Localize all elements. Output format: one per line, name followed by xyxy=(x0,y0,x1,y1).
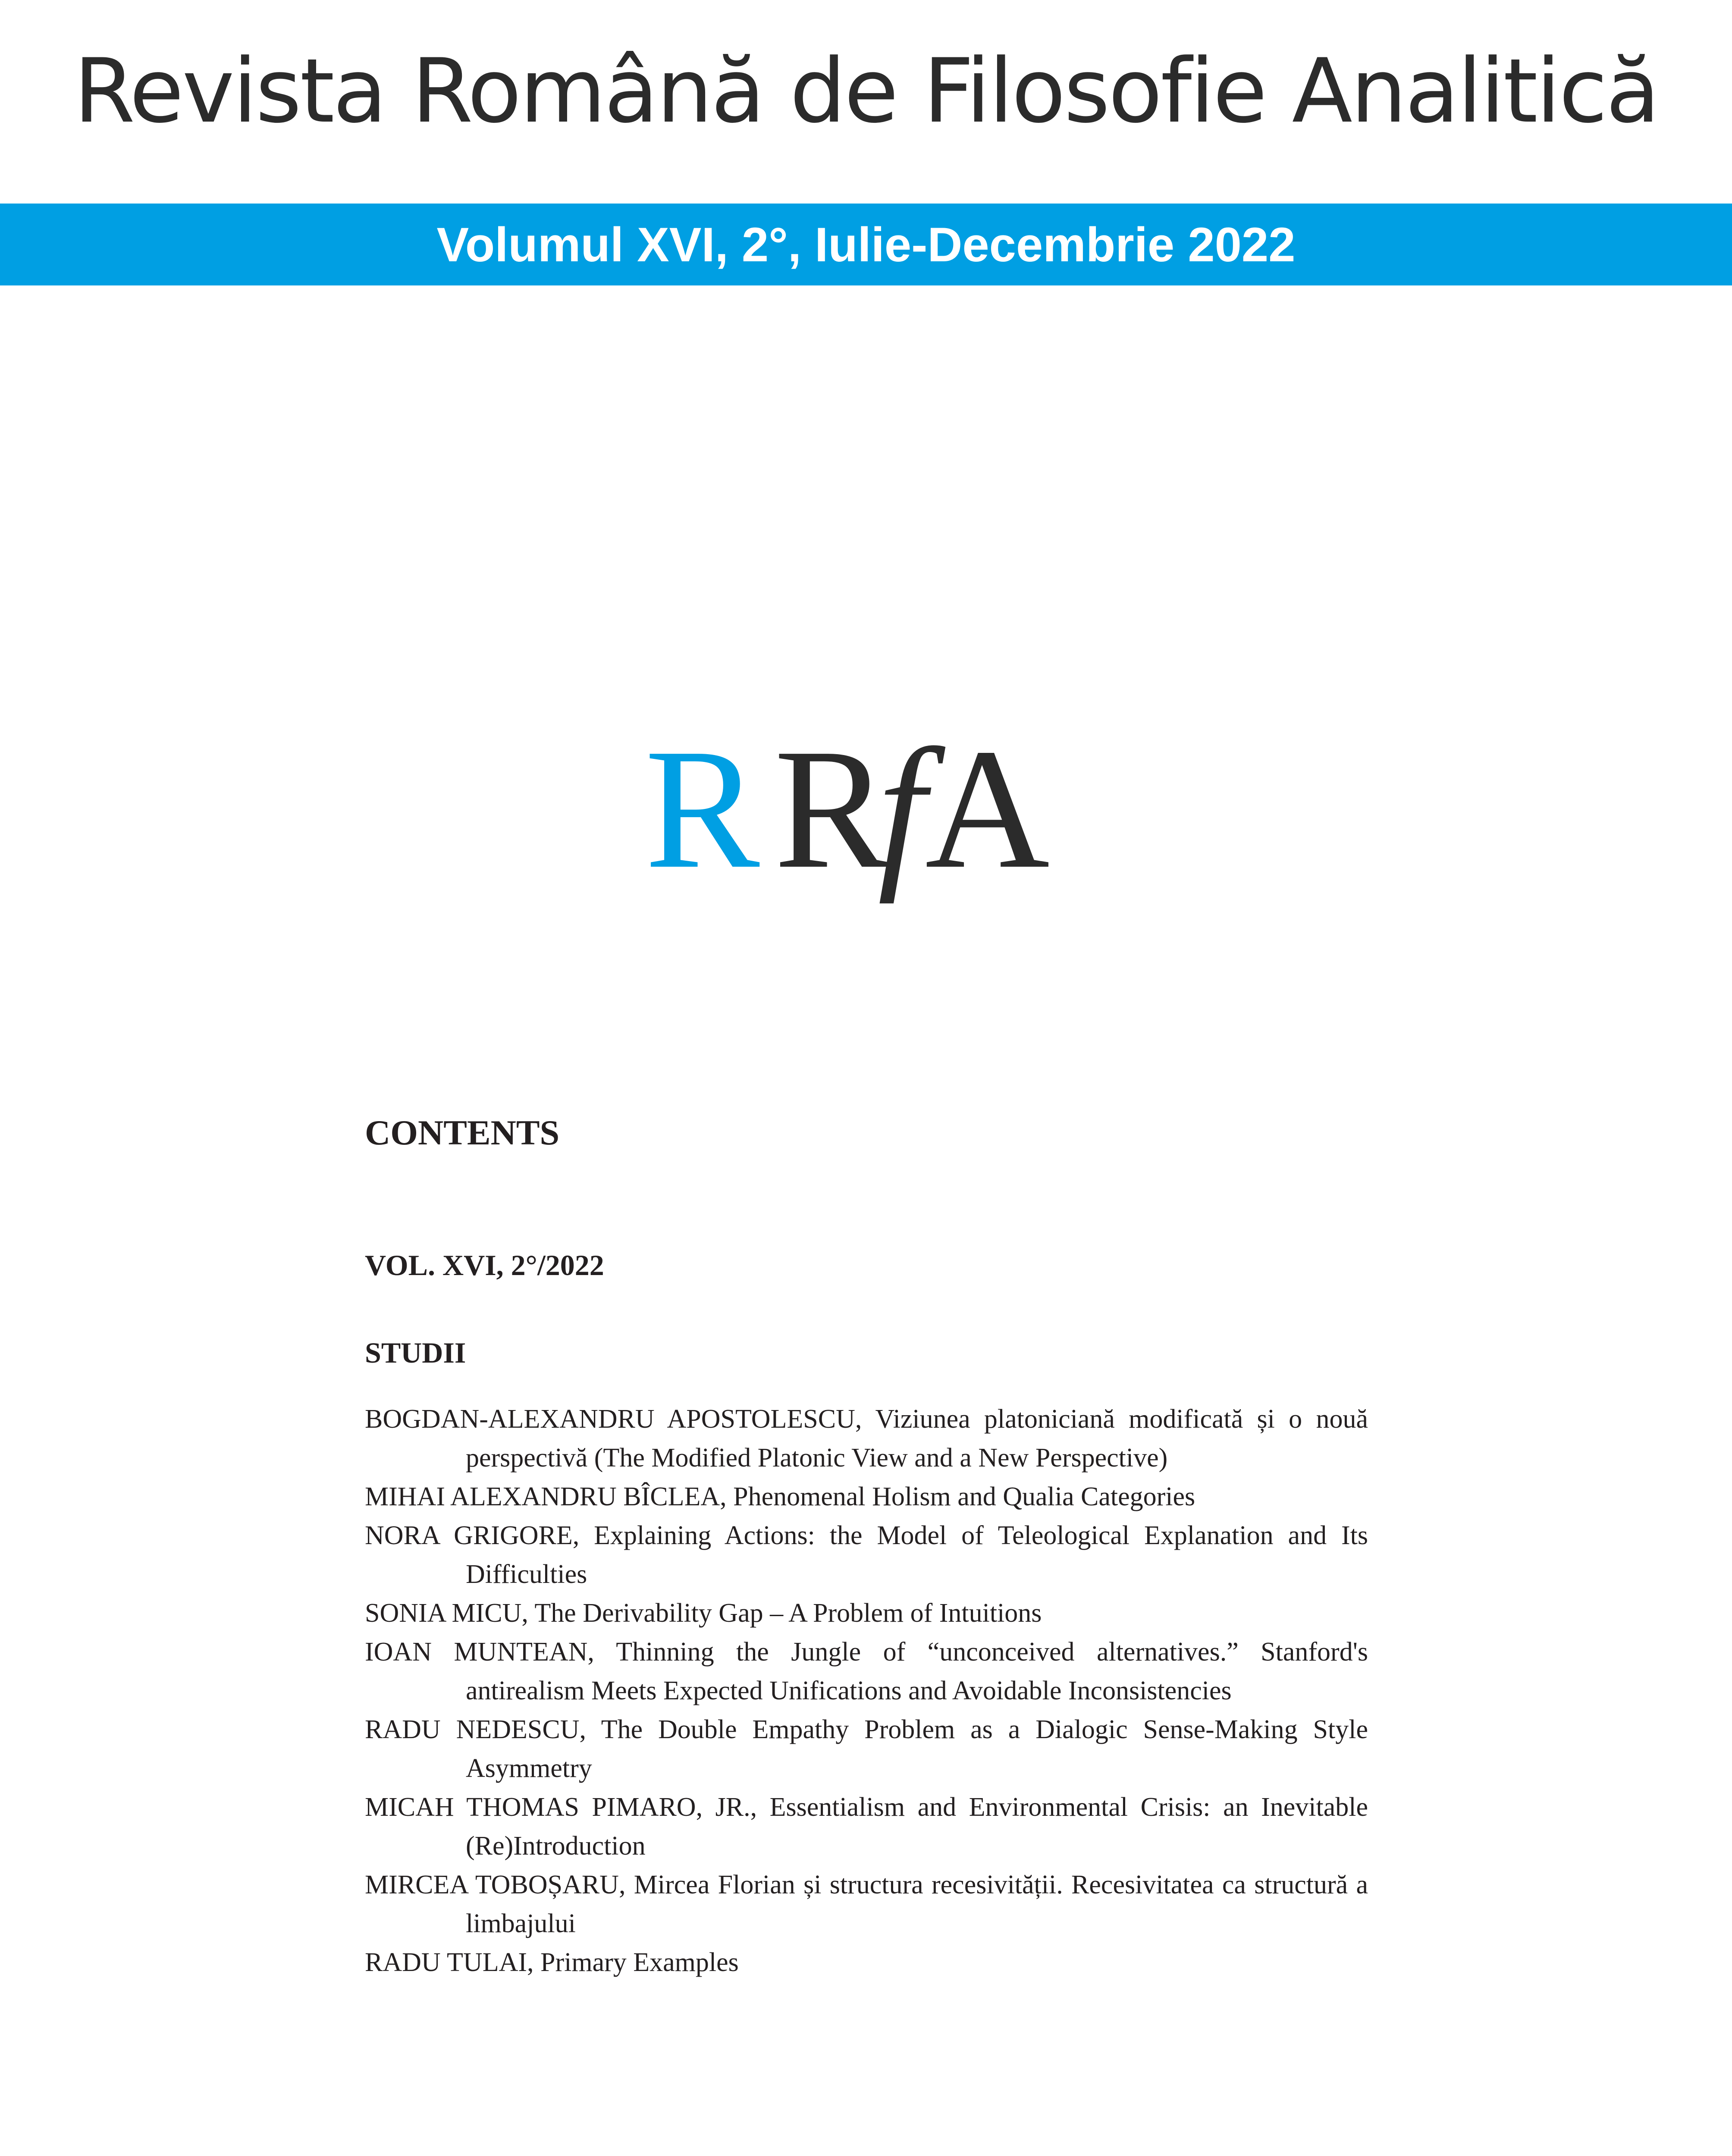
toc-entry[interactable]: IOAN MUNTEAN, Thinning the Jungle of “unconceived alternatives.” Stanford's antirealism Meets Expected Unifications and Avoidable Inconsistencies xyxy=(365,1637,1368,1705)
toc-entry[interactable]: MIRCEA TOBOȘARU, Mircea Florian și structura recesivității. Recesivitatea ca structură a limbajului xyxy=(365,1870,1368,1938)
toc-entry[interactable]: BOGDAN-ALEXANDRU APOSTOLESCU, Viziunea platoniciană modificată și o nouă perspectivă (The Modified Platonic View and a New Perspective) xyxy=(365,1404,1368,1473)
journal-title: Revista Română de Filosofie Analitică xyxy=(73,40,1659,143)
rrfa-logo xyxy=(645,694,1093,927)
logo-letter-a: A xyxy=(925,713,1050,904)
logo-letter-f: f xyxy=(878,713,926,904)
toc-entry[interactable]: SONIA MICU, The Derivability Gap – A Problem of Intuitions xyxy=(365,1598,1042,1628)
toc-entry[interactable]: MIHAI ALEXANDRU BÎCLEA, Phenomenal Holism and Qualia Categories xyxy=(365,1482,1195,1511)
toc-entry[interactable]: RADU NEDESCU, The Double Empathy Problem as a Dialogic Sense-Making Style Asymmetry xyxy=(365,1715,1368,1783)
logo-letter-r-dark: R xyxy=(774,713,889,904)
volume-heading: VOL. XVI, 2°/2022 xyxy=(365,1249,604,1282)
toc-entry[interactable]: RADU TULAI, Primary Examples xyxy=(365,1948,739,1977)
table-of-contents xyxy=(365,1400,1368,1982)
toc-entry[interactable]: NORA GRIGORE, Explaining Actions: the Model of Teleological Explanation and Its Difficulties xyxy=(365,1521,1368,1589)
volume-banner-text: Volumul XVI, 2°, Iulie-Decembrie 2022 xyxy=(436,217,1296,272)
volume-banner xyxy=(0,204,1732,285)
toc-entry[interactable]: MICAH THOMAS PIMARO, JR., Essentialism and Environmental Crisis: an Inevitable (Re)Introduction xyxy=(365,1792,1368,1861)
logo-letter-r-blue: R xyxy=(645,713,760,904)
contents-heading: CONTENTS xyxy=(365,1113,560,1152)
section-heading: STUDII xyxy=(365,1336,466,1369)
